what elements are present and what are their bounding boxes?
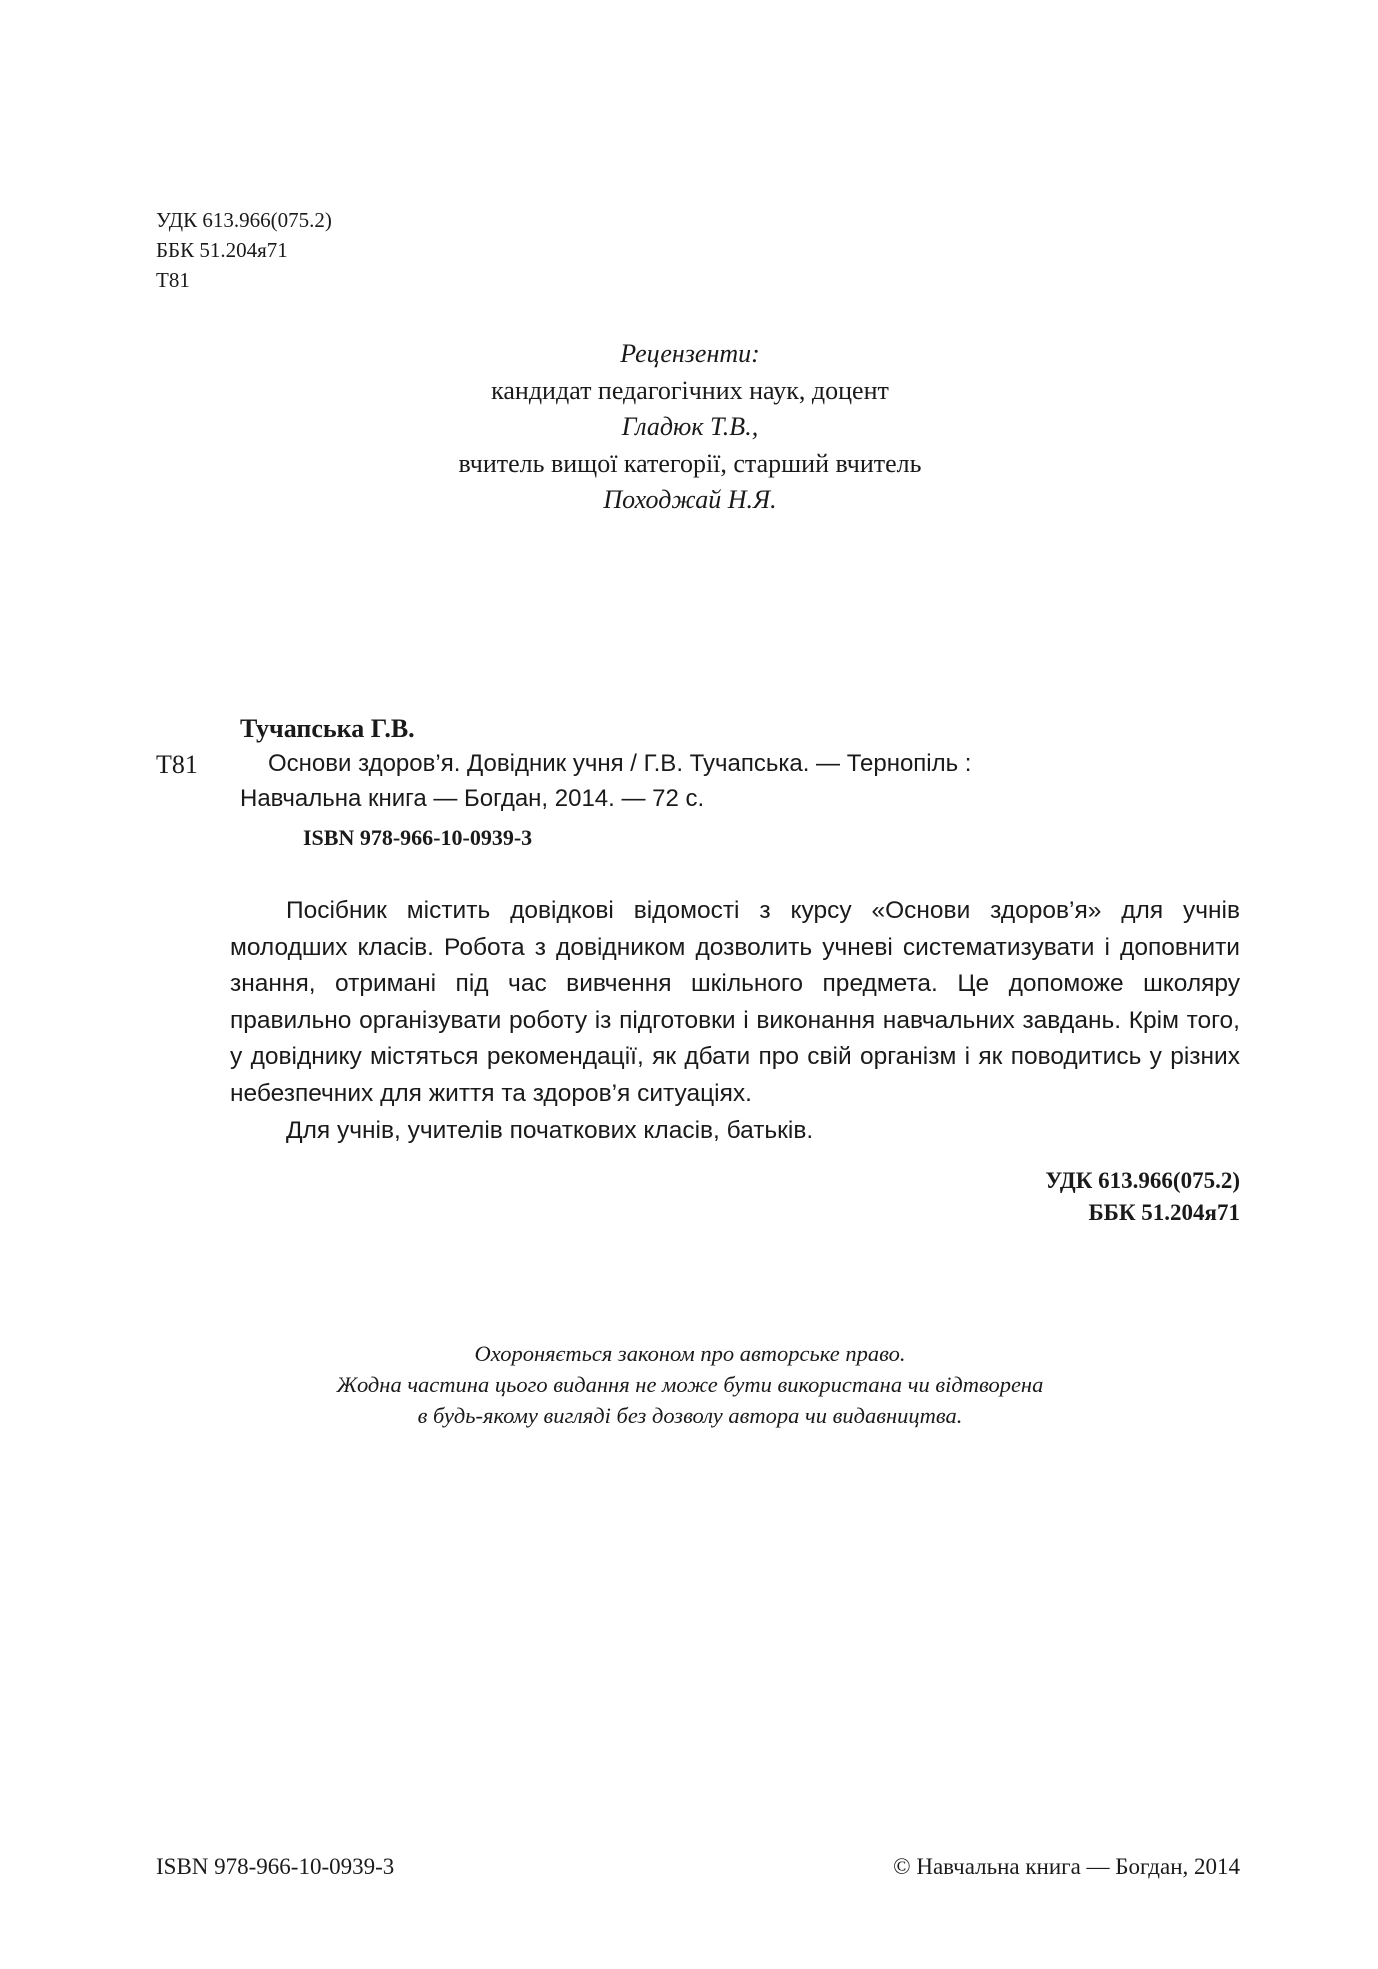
annotation-audience: Для учнів, учителів початкових класів, батьків.	[286, 1116, 814, 1144]
udk-code: УДК 613.966(075.2)	[156, 208, 332, 232]
notice-line-1: Охороняється законом про авторське право.	[474, 1341, 906, 1366]
bib-isbn: ISBN 978-966-10-0939-3	[303, 825, 533, 850]
classification-block-bottom	[1045, 1165, 1240, 1229]
reviewer-2-title: вчитель вищої категорії, старший вчитель	[458, 448, 922, 478]
footer-isbn: ISBN 978-966-10-0939-3	[156, 1854, 395, 1879]
classification-block-top	[156, 205, 332, 295]
reviewer-2-name: Походжай Н.Я.	[603, 485, 777, 514]
bib-publisher-line: Навчальна книга — Богдан, 2014. — 72 с.	[240, 785, 705, 812]
bbk-code-bottom: ББК 51.204я71	[1088, 1200, 1240, 1225]
copyright-notice	[250, 1338, 1130, 1431]
bib-title-line: Основи здоров’я. Довідник учня / Г.В. Тучапська. — Тернопіль :	[268, 750, 972, 777]
udk-code-bottom: УДК 613.966(075.2)	[1045, 1168, 1240, 1193]
bbk-code: ББК 51.204я71	[156, 238, 288, 262]
notice-line-3: в будь-якому вигляді без дозволу автора чи видавництва.	[417, 1403, 963, 1428]
notice-line-2: Жодна частина цього видання не може бути використана чи відтворена	[336, 1372, 1044, 1397]
reviewer-1-title: кандидат педагогічних наук, доцент	[491, 375, 889, 405]
annotation-paragraph: Посібник містить довідкові відомості з курсу «Основи здоров’я» для учнів молодших класів. Робота з довідником дозволить учневі систематизувати і доповнити знання, отримані під час вивчення шкільного предмета. Це допоможе школяру правильно організувати роботу із підготовки і виконання навчальних завдань. Крім того, у довіднику містяться рекомендації, як дбати про свій організм і як поводитись у різних небезпечних для життя та здоров’я ситуаціях.	[230, 897, 1240, 1107]
bib-author: Тучапська Г.В.	[240, 714, 415, 743]
author-mark: Т81	[156, 268, 190, 292]
annotation	[230, 893, 1240, 1149]
reviewers-block	[300, 336, 1080, 519]
bib-author-mark: Т81	[156, 750, 198, 779]
reviewers-heading: Рецензенти:	[620, 339, 760, 368]
footer-copyright: © Навчальна книга — Богдан, 2014	[893, 1854, 1240, 1879]
reviewer-1-name: Гладюк Т.В.,	[621, 412, 759, 441]
